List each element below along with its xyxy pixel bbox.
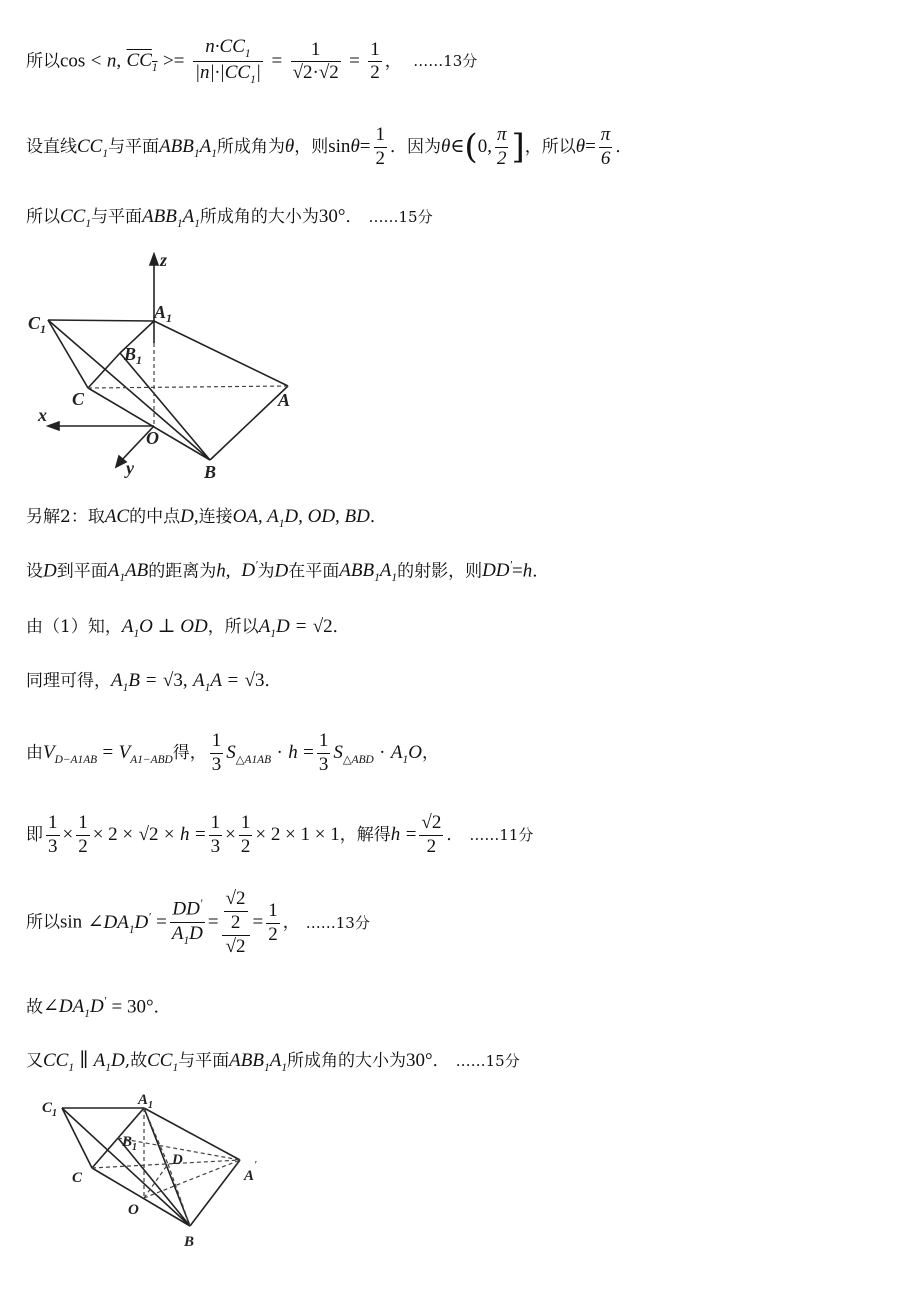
text: 另解2：取 [26,507,105,527]
text: ，所以 [207,617,259,637]
label-a: A [278,390,291,410]
angle: $\angle DA_1D'$ [87,911,151,936]
text: 与平面 [178,1051,230,1071]
period: ． [432,1051,450,1071]
frac-1: $\frac{n\cdot CC_1}{|n|\cdot|CC_1|}$ [194,36,262,87]
h: h [522,560,533,582]
line-angle-theta [26,124,632,171]
label-b1: B [124,344,137,364]
frac: $\frac{1}{2}$ [240,812,251,857]
text: ,故 [124,1051,148,1071]
edge-cb1 [92,1138,118,1168]
label-c: C [72,1170,83,1186]
edge-c1a1 [48,320,154,321]
text: 与平面 [91,207,143,227]
eq: = [271,50,283,72]
line-similar [26,670,282,695]
cc1: $CC_1$ [147,1050,179,1074]
edge-b1b [120,353,210,460]
comma: ， [384,51,402,72]
edge-cb [92,1168,190,1226]
line-cos-result [26,36,477,88]
z-arrow [150,254,158,265]
text: 到平面 [56,561,108,582]
plane: $ABB_1A_1$ [159,135,217,160]
period: ． [446,824,464,845]
eq: = [405,823,417,845]
edge-cb [88,388,210,460]
svg-text:B [183,1234,194,1250]
label-c: C [72,389,85,409]
label-a1: A [154,302,167,322]
edge-ab [210,386,291,460]
eq: = [194,823,206,845]
label-y: y [126,458,134,478]
times: × [163,823,175,845]
text: 的距离为 [148,561,217,582]
h: h, [216,560,231,582]
v-right: $V_{A1-ABD}$ [118,741,173,766]
figure-2-prism-midpoint [30,1090,290,1260]
text: 设直线 [26,136,77,157]
comma: ， [282,912,300,933]
eq: = [207,911,219,933]
text: 在平面 [288,561,340,582]
zero: 0, [477,135,492,157]
label-b: B [184,1234,195,1250]
text: 为 [257,561,275,582]
label-b: B [204,462,217,482]
svg-text:C [72,389,85,409]
text: 又 [26,1051,43,1071]
svg-text:O [146,428,159,448]
hidden-od [144,1164,168,1198]
sqrt3: √3 [162,670,183,691]
text: 所成角的大小为 [199,207,319,227]
eq: = [102,741,114,763]
frac-half: $\frac{1}{2}$ [268,899,278,945]
text: 所以 [26,207,60,227]
eq-30: = 30° [111,996,154,1018]
svg-text:C1: $C_1$ [28,313,47,336]
edge-c1b [62,1108,190,1226]
theta: θ [575,135,586,157]
parallel: ∥ [79,1050,89,1071]
plane: $ABB_1A_1$ [142,206,200,230]
hidden-a1d [144,1108,168,1164]
frac-half: $\frac{1}{2}$ [375,124,385,169]
theta: θ [441,135,451,157]
a1d: $A_1D$ [93,1050,125,1074]
line-result-30 [26,206,433,231]
text: ．因为 [390,136,441,157]
svg-text:D [171,1152,183,1168]
sqrt2: √2 [312,616,333,637]
in: ∈ [450,135,465,157]
label-o: O [146,428,159,448]
d: D, [180,506,199,527]
h: h [180,823,190,845]
period: ． [332,617,350,637]
h: h [288,741,298,763]
comma: , [182,670,188,691]
score: ……13分 [305,913,370,932]
cc1: $CC_1$ [43,1050,75,1074]
frac-complex: $\frac{\frac{√2}{2}}{√2}$ [222,888,250,958]
text: 即 [26,824,43,845]
text: 连接 [198,507,233,527]
tail: × 2 × 1 × 1 [255,823,340,845]
vec-cc1: $CC_1$ [126,50,158,75]
eq: = [359,135,371,157]
list: OA, $A_1D$, OD, BD [232,506,370,530]
svg-text:z [159,250,167,270]
text: 由 [26,742,43,763]
sqrt3: √3 [244,670,265,691]
label-a: A [244,1168,255,1184]
score: ……15分 [368,208,433,226]
svg-text:C [72,1170,83,1186]
lt: < [90,50,102,72]
svg-text:A': A' [244,1160,257,1184]
label-o: O [128,1202,139,1218]
frac: $\frac{1}{3}$ [48,812,58,857]
text: 所以 [26,912,60,933]
svg-text:B [203,462,216,482]
edge-c1c [62,1108,92,1168]
cos: cos [60,50,86,72]
a1a: $A_1A$ = [193,670,240,694]
label-c1: C [28,313,41,333]
frac-pi2: $\frac{\pi}{2}$ [496,124,507,169]
theta: θ [350,135,360,157]
label-b1: B [122,1134,133,1150]
period: ． [369,507,387,527]
period: ． [532,561,550,582]
text: ，所以 [524,136,576,157]
text: 的射影，则 [397,561,483,582]
eq: = [156,911,167,933]
plane: $ABB_1A_1$ [229,1050,288,1074]
eq: = [252,911,264,933]
svg-text:O [128,1202,139,1218]
svg-text:y [124,458,135,478]
sqrt2: √2 [138,823,159,845]
label-z: z [160,250,168,270]
label-x: x [38,405,47,425]
score: ……11分 [469,825,534,844]
angle: $\angle DA_1D'$ [43,996,107,1021]
edge-c1c [48,320,88,388]
svg-text:A1: $A_1$ [154,302,173,325]
text: 得， [172,742,207,763]
line-alt-solution [26,506,387,531]
score: ……13分 [413,52,478,71]
dd-prime: DD' [482,560,512,582]
v-left: $V_{D-A1AB}$ [43,741,98,766]
frac-pi6: $\frac{\pi}{6}$ [600,124,611,169]
text: 设 [26,561,43,582]
score: ……15分 [455,1052,520,1070]
frac-third: $\frac{1}{3}$ [211,730,222,775]
frac: $\frac{1}{2}$ [78,812,88,857]
comma: , [116,50,122,72]
cc1: $CC_1$ [77,135,109,160]
a1o: $A_1O$ [390,741,422,766]
line-distance-h [26,560,549,586]
svg-text:C1: $C_1$ [42,1100,58,1119]
d: D [274,560,289,582]
text: 的中点 [129,507,181,527]
times-2: × 2 × [92,823,134,845]
frac-third: $\frac{1}{3}$ [318,730,329,775]
x-arrow [48,422,59,430]
line-volume [26,730,439,777]
h: h [390,823,401,845]
gt-eq: >= [162,50,185,72]
eq: = [349,50,360,72]
times: × [225,823,236,845]
d: D [43,560,57,582]
frac-2: $\frac{1}{√2\cdot√2}$ [292,38,339,84]
sin: sin [60,911,83,933]
period: ． [345,207,363,227]
lparen: ( [464,126,478,167]
degree: 30° [318,206,346,227]
line-angle-30 [26,996,171,1022]
times: × [62,823,74,845]
frac-sqrt2-2: $\frac{√2}{2}$ [421,812,442,857]
s-a1ab: $S_{\triangle A1AB}$ [226,741,272,766]
eq: = [303,741,314,763]
text: ，解得 [339,824,391,845]
label-d: D [172,1152,183,1168]
hidden-ca [88,386,288,388]
edge-a1a [154,321,288,386]
plane-a1ab: $A_1AB$ [107,560,149,585]
degree: 30° [406,1050,433,1071]
period: ． [153,997,171,1018]
plane: $ABB_1A_1$ [339,560,398,585]
a1o-perp-od: $A_1O$ ⊥ OD [121,616,208,640]
sin: sin [328,135,351,157]
label-a1: A [138,1092,149,1108]
a1b: $A_1B$ = [111,670,158,694]
svg-text:x [37,405,47,425]
cc1: $CC_1$ [60,206,92,230]
dot: · [379,741,386,763]
text: 同理可得， [26,671,111,691]
svg-text:A1: $A_1$ [138,1092,154,1111]
text: 故 [26,997,43,1018]
frac-3: $\frac{1}{2}$ [370,38,380,84]
period: ． [264,671,282,691]
theta: θ [284,135,295,157]
svg-text:B1: $B_1$ [124,344,143,367]
edge-ab [190,1160,240,1226]
svg-text:B1: $B_1$ [122,1134,138,1153]
line-conclusion [26,1050,520,1075]
frac: $\frac{1}{3}$ [210,812,221,857]
text: 所成角为 [216,136,285,157]
dot: · [276,741,283,763]
ac: AC [104,506,130,527]
eq: = [585,135,596,157]
edge-a1a [144,1108,240,1160]
frac-ddp: $\frac{DD'}{A_1D}$ [171,898,203,947]
line-a1d [26,616,350,641]
text: ，则 [294,136,329,157]
figure-1-prism-axes [20,248,310,488]
a1d: $A_1D$ = [258,616,308,640]
comma: ， [421,742,439,763]
vec-n: n [106,50,117,72]
period: ． [615,136,633,157]
text: 所成角的大小为 [287,1051,407,1071]
label-c1: C [42,1100,53,1116]
rbracket: ] [511,126,525,167]
svg-text:A [277,390,290,410]
edge-a1b [144,1108,190,1226]
line-solve-h [26,812,533,859]
d-prime: D' [241,560,258,582]
text: 所以 [26,51,60,72]
text: 与平面 [108,136,160,157]
s-abd: $S_{\triangle ABD}$ [333,741,374,766]
text: 由（1）知， [26,617,122,637]
eq: = [511,560,523,582]
line-sin-angle [26,888,370,958]
